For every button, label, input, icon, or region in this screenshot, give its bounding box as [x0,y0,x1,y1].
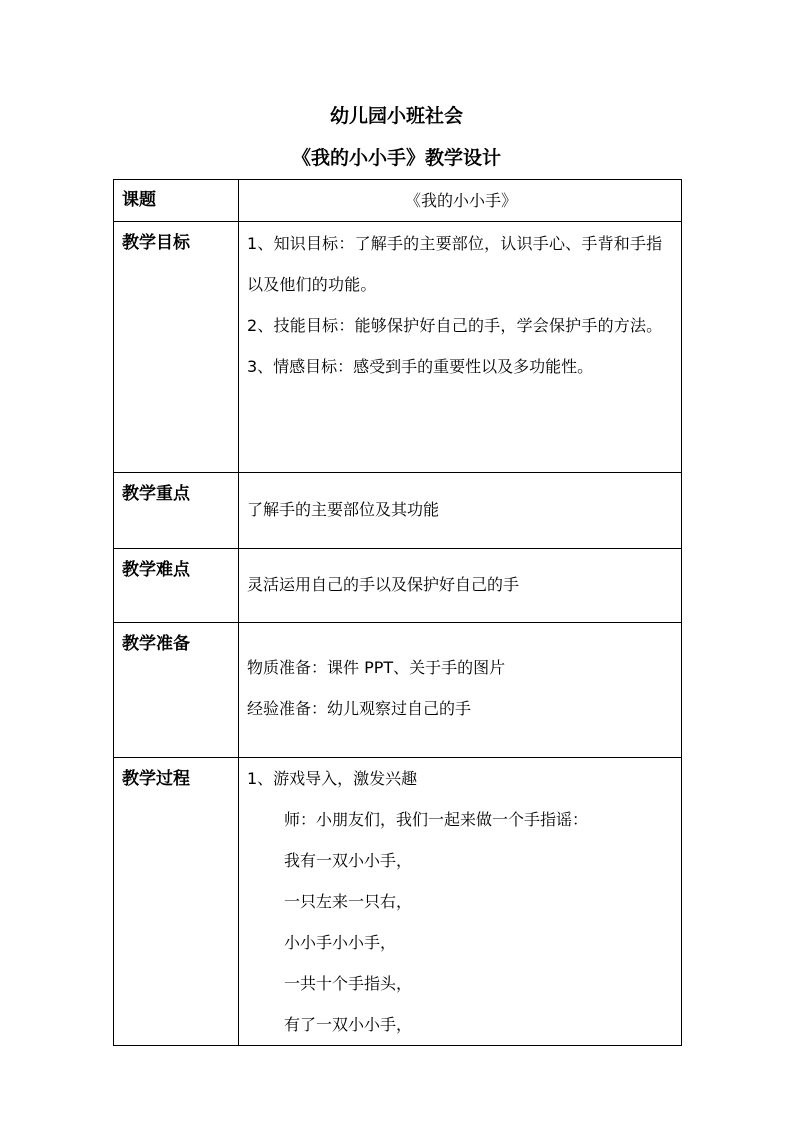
process-line: 我有一双小小手， [284,851,413,870]
table-row-key-points [114,473,682,549]
table-row-goals [114,222,682,473]
row-label-goals: 教学目标 [114,222,239,473]
document-subtitle: 《我的小小手》教学设计 [291,147,501,169]
table-row-topic [114,180,682,222]
table-row-process [114,758,682,1046]
goal-line: 2、技能目标：能够保护好自己的手，学会保护手的方法。 [247,316,663,335]
process-heading: 1、游戏导入，激发兴趣 [247,769,418,788]
process-line: 小小手小小手， [284,933,397,952]
process-line: 师：小朋友们，我们一起来做一个手指谣： [284,810,589,829]
goal-line: 3、情感目标：感受到手的重要性以及多功能性。 [247,357,594,376]
key-points-value: 了解手的主要部位及其功能 [247,500,440,519]
row-content-difficulties [239,549,682,623]
row-label-topic: 课题 [114,180,239,222]
row-label-key-points: 教学重点 [114,473,239,549]
goal-line: 1、知识目标：了解手的主要部位，认识手心、手背和手指以及他们的功能。 [247,234,663,294]
document-title: 幼儿园小班社会 [329,105,463,127]
row-label-difficulties: 教学难点 [114,549,239,623]
preparation-line: 物质准备：课件 PPT、关于手的图片 [247,658,506,677]
row-content-process [239,758,682,1046]
table-row-preparation [114,623,682,758]
process-line: 一共十个手指头， [284,974,413,993]
row-content-topic [239,180,682,222]
table-row-difficulties [114,549,682,623]
topic-value: 《我的小小手》 [404,191,517,210]
difficulties-value: 灵活运用自己的手以及保护好自己的手 [247,575,520,594]
row-label-preparation: 教学准备 [114,623,239,758]
row-content-goals [239,222,682,473]
row-label-process: 教学过程 [114,758,239,1046]
process-line: 有了一双小小手， [284,1015,413,1034]
process-line: 一只左来一只右， [284,892,413,911]
row-content-key-points [239,473,682,549]
lesson-plan-table [113,179,682,1046]
preparation-line: 经验准备：幼儿观察过自己的手 [247,699,472,718]
row-content-preparation [239,623,682,758]
